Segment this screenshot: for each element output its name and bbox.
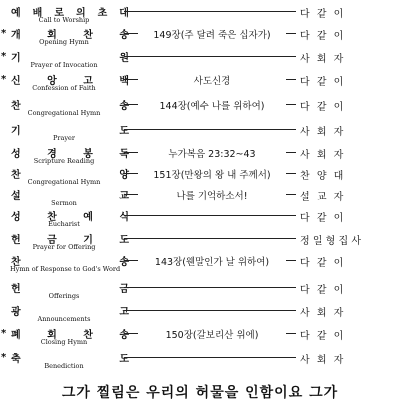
item-title: 개 회 찬 송 <box>11 30 129 41</box>
item-responsible: 사 회 자 <box>300 355 346 366</box>
item-content: 150장(갈보리산 위에) <box>165 330 259 341</box>
item-subtitle: Eucharist <box>48 220 80 228</box>
leader-line <box>286 79 296 80</box>
item-subtitle: Hymn of Response to God's Word <box>10 265 121 273</box>
item-subtitle: Closing Hymn <box>40 338 88 346</box>
standing-mark: * <box>1 74 7 85</box>
item-subtitle: Prayer <box>53 134 75 142</box>
item-responsible: 다 같 이 <box>300 9 346 20</box>
leader-line <box>286 104 296 105</box>
item-responsible: 다 같 이 <box>300 102 346 113</box>
leader-line <box>124 11 296 12</box>
leader-line <box>124 79 138 80</box>
item-subtitle: Sermon <box>51 199 77 207</box>
leader-line <box>124 333 138 334</box>
item-subtitle: Prayer for Offering <box>32 243 96 251</box>
item-responsible: 사 회 자 <box>300 127 346 138</box>
leader-line <box>286 194 296 195</box>
item-title: 폐 회 찬 송 <box>11 330 129 341</box>
item-responsible: 설 교 자 <box>300 192 346 203</box>
item-subtitle: Opening Hymn <box>39 38 89 46</box>
leader-line <box>286 33 296 34</box>
item-content: 151장(만왕의 왕 내 주께서) <box>153 170 271 181</box>
leader-line <box>124 260 138 261</box>
item-title: 기 도 <box>11 126 129 137</box>
item-title: 설 교 <box>11 191 129 202</box>
item-responsible: 찬 양 대 <box>300 171 346 182</box>
item-subtitle: Congregational Hymn <box>27 178 101 186</box>
item-subtitle: Confession of Faith <box>32 84 96 92</box>
item-title: 성 찬 예 식 <box>11 212 129 223</box>
item-content: 149장(주 달려 죽은 십자가) <box>153 30 271 41</box>
standing-mark: * <box>1 28 7 39</box>
item-subtitle: Prayer of Invocation <box>30 61 98 69</box>
leader-line <box>286 333 296 334</box>
item-responsible: 다 같 이 <box>300 258 346 269</box>
item-responsible: 다 같 이 <box>300 31 346 42</box>
item-responsible: 정 일 형 집 사 <box>300 236 362 247</box>
item-title: 찬 송 <box>11 257 129 268</box>
item-subtitle: Benediction <box>44 362 84 370</box>
item-content: 144장(예수 나를 위하여) <box>159 101 265 112</box>
item-responsible: 사 회 자 <box>300 308 346 319</box>
leader-line <box>124 215 296 216</box>
leader-line <box>124 56 296 57</box>
item-responsible: 사 회 자 <box>300 150 346 161</box>
item-subtitle: Offerings <box>48 292 80 300</box>
item-responsible: 사 회 자 <box>300 54 346 65</box>
leader-line <box>286 152 296 153</box>
leader-line <box>124 357 296 358</box>
leader-line <box>286 260 296 261</box>
item-content: 누가복음 23:32~43 <box>168 149 256 160</box>
leader-line <box>124 310 296 311</box>
item-content: 사도신경 <box>193 76 231 87</box>
leader-line <box>124 33 138 34</box>
item-title: 신 앙 고 백 <box>11 76 129 87</box>
leader-line <box>124 104 138 105</box>
item-subtitle: Call to Worship <box>38 16 90 24</box>
standing-mark: * <box>1 51 7 62</box>
item-title: 축 도 <box>11 354 129 365</box>
leader-line <box>124 152 138 153</box>
item-content: 143장(웬말인가 날 위하여) <box>154 257 270 268</box>
item-title: 찬 송 <box>11 101 129 112</box>
leader-line <box>124 129 296 130</box>
item-title: 찬 양 <box>11 170 129 181</box>
item-title: 헌 금 <box>11 284 129 295</box>
item-content: 나를 기억하소서! <box>176 191 248 202</box>
item-subtitle: Announcements <box>37 315 91 323</box>
footer-scripture: 그가 찔림은 우리의 허물을 인함이요 그가 <box>61 385 339 401</box>
item-title: 광 고 <box>11 307 129 318</box>
leader-line <box>124 287 296 288</box>
item-responsible: 다 같 이 <box>300 285 346 296</box>
item-title: 성 경 봉 독 <box>11 149 129 160</box>
leader-line <box>124 173 138 174</box>
item-subtitle: Scripture Reading <box>33 157 95 165</box>
item-title: 헌 금 기 도 <box>11 235 129 246</box>
leader-line <box>124 238 296 239</box>
item-title: 예 배 로 의 초 대 <box>11 8 129 19</box>
standing-mark: * <box>1 352 7 363</box>
item-title: 기 원 <box>11 53 129 64</box>
item-subtitle: Congregational Hymn <box>27 109 101 117</box>
item-responsible: 다 같 이 <box>300 213 346 224</box>
item-responsible: 다 같 이 <box>300 331 346 342</box>
standing-mark: * <box>1 328 7 339</box>
leader-line <box>124 194 138 195</box>
leader-line <box>286 173 296 174</box>
item-responsible: 다 같 이 <box>300 77 346 88</box>
